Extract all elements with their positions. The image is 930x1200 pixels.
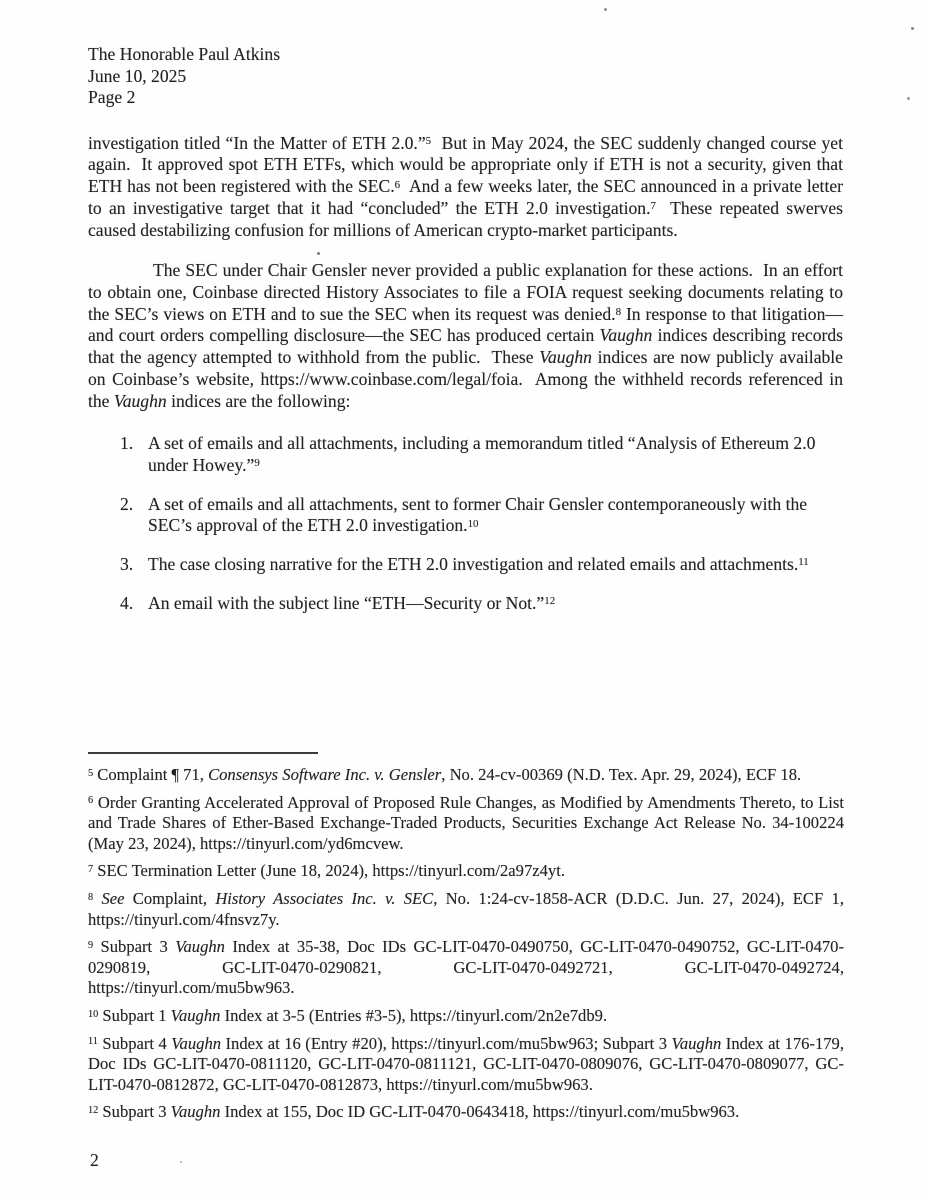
page-number: 2: [90, 1150, 99, 1170]
paragraph-foia-vaughn: The SEC under Chair Gensler never provided a public explanation for these actions. In an effort to obtain one, Coinbase directed History Associates to file a FOIA request seeking documents relating to the SEC’s views on ETH and to sue the SEC when its request was denied.$^8$ In response to that litigation—and court orders compelling disclosure—the SEC has produced certain Vaughn indices describing records that the agency attempted to withhold from the public. These Vaughn indices are now publicly available on Coinbase’s website, https://www.coinbase.com/legal/foia. Among the withheld records referenced in the Vaughn indices are the following:: [88, 260, 844, 411]
footnote-8: $^8$ See Complaint, History Associates Inc. v. SEC, No. 1:24-cv-1858-ACR (D.D.C. Jun. 27, 2024), ECF 1, https://tinyurl.com/4fnsvz7y.: [88, 888, 844, 929]
scan-speck: [604, 8, 607, 11]
footnotes-section: [88, 752, 844, 1130]
header-page-label: Page 2: [88, 87, 136, 108]
footnote-12: $^{12}$ Subpart 3 Vaughn Index at 155, Doc ID GC-LIT-0470-0643418, https://tinyurl.com/mu5bw963.: [88, 1102, 740, 1122]
list-item-3: [120, 554, 843, 576]
list-item-3-text: The case closing narrative for the ETH 2.0 investigation and related emails and attachments.$^{11}$: [148, 554, 809, 575]
recipient-line: The Honorable Paul Atkins: [88, 44, 281, 64]
letter-header: [88, 44, 843, 109]
withheld-records-list: [120, 433, 843, 614]
list-item-4-number: 4.: [120, 592, 134, 613]
footnote-separator: [88, 752, 318, 754]
scan-speck: [180, 1161, 182, 1163]
footnote-11: $^{11}$ Subpart 4 Vaughn Index at 16 (Entry #20), https://tinyurl.com/mu5bw963; Subpart 3 Vaughn Index at 176-179, Doc IDs GC-LIT-0470-0811120, GC-LIT-0470-0811121, GC-LIT-0470-0809076, GC-LIT-0470-0809077, GC-LIT-0470-0812872, GC-LIT-0470-0812873, https://tinyurl.com/mu5bw963.: [88, 1033, 844, 1094]
footnote-7: $^7$ SEC Termination Letter (June 18, 2024), https://tinyurl.com/2a97z4yt.: [88, 861, 565, 881]
list-item-3-number: 3.: [120, 554, 134, 575]
footnote-5: $^5$ Complaint ¶ 71, Consensys Software Inc. v. Gensler, No. 24-cv-00369 (N.D. Tex. Apr. 29, 2024), ECF 18.: [88, 765, 802, 784]
date-line: June 10, 2025: [88, 65, 187, 86]
letter-content: [88, 44, 843, 631]
list-item-4: [120, 593, 843, 615]
footnote-9: $^9$ Subpart 3 Vaughn Index at 35-38, Doc IDs GC-LIT-0470-0490750, GC-LIT-0470-0490752, GC-LIT-0470-0290819, GC-LIT-0470-0290821, GC-LIT-0470-0492721, GC-LIT-0470-0492724, https://tinyurl.com/mu5bw963.: [88, 937, 844, 998]
list-item-1-number: 1.: [120, 433, 134, 454]
scan-speck: [907, 97, 910, 100]
list-item-2: [120, 494, 843, 537]
list-item-2-number: 2.: [120, 493, 134, 514]
scan-speck: [317, 252, 320, 255]
scan-speck: [911, 27, 914, 30]
footnote-6: $^6$ Order Granting Accelerated Approval of Proposed Rule Changes, as Modified by Amendments Thereto, to List and Trade Shares of Ether-Based Exchange-Traded Products, Securities Exchange Act Release No. 34-100224 (May 23, 2024), https://tinyurl.com/yd6mcvew.: [88, 792, 844, 853]
list-item-2-text: A set of emails and all attachments, sent to former Chair Gensler contemporaneously with the SEC’s approval of the ETH 2.0 investigation.$^{10}$: [148, 493, 808, 536]
list-item-4-text: An email with the subject line “ETH—Security or Not.”$^{12}$: [148, 592, 556, 613]
list-item-1: [120, 433, 843, 476]
footnote-10: $^{10}$ Subpart 1 Vaughn Index at 3-5 (Entries #3-5), https://tinyurl.com/2n2e7db9.: [88, 1005, 608, 1025]
list-item-1-text: A set of emails and all attachments, including a memorandum titled “Analysis of Ethereum 2.0 under Howey.”$^9$: [148, 433, 816, 475]
paragraph-eth-investigation: investigation titled “In the Matter of ETH 2.0.”$^5$ But in May 2024, the SEC suddenly changed course yet again. It approved spot ETH ETFs, which would be appropriate only if ETH is not a security, given that ETH has not been registered with the SEC.$^6$ And a few weeks later, the SEC announced in a private letter to an investigative target that it had “concluded” the ETH 2.0 investigation.$^7$ These repeated swerves caused destabilizing confusion for millions of American crypto-market participants.: [88, 132, 844, 240]
